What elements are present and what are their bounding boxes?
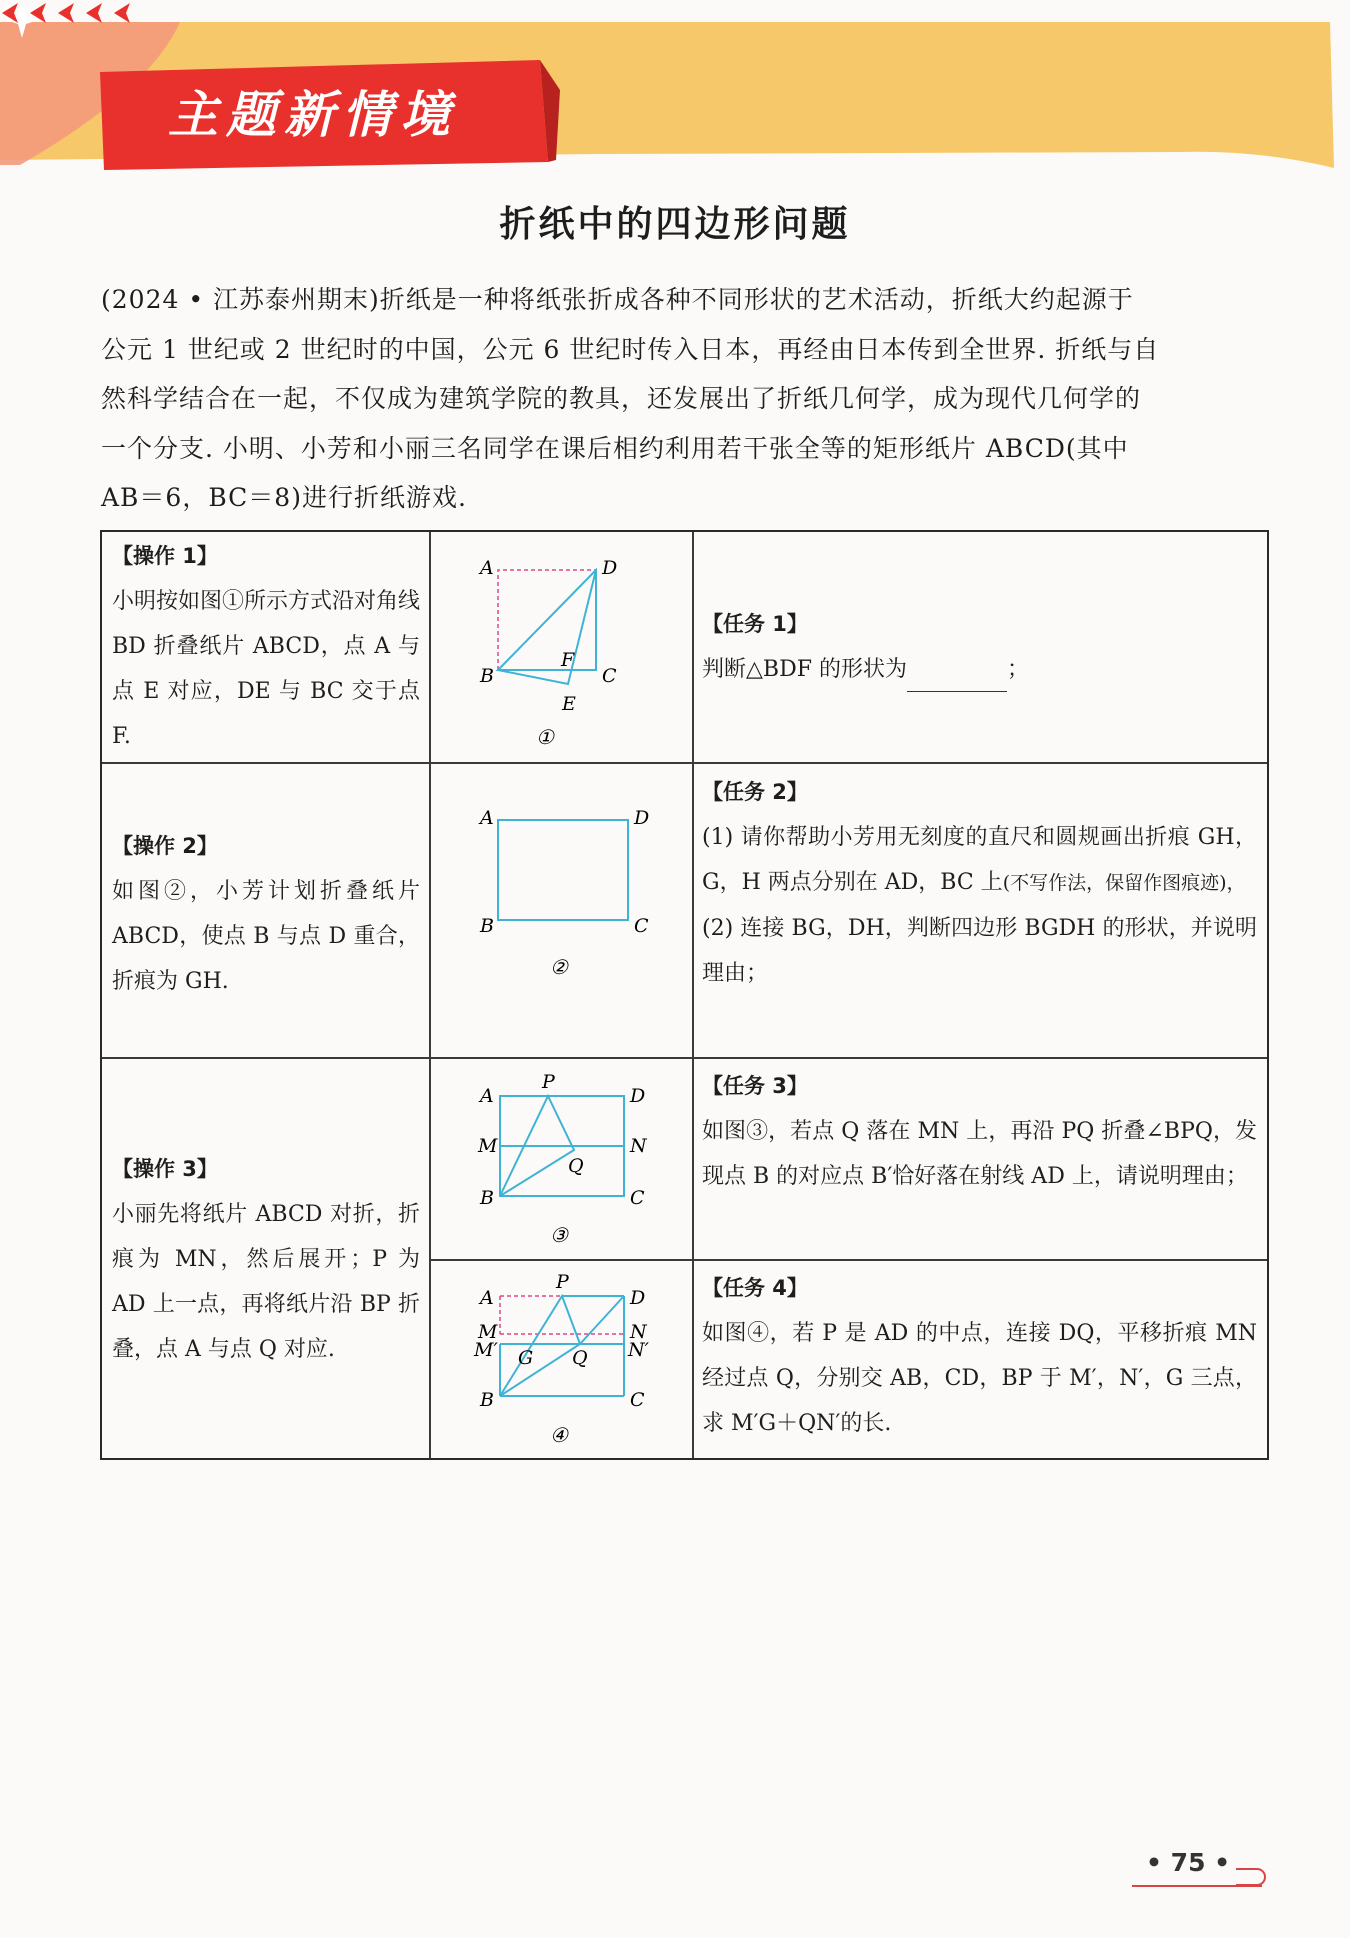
row-divider: [429, 1259, 1267, 1261]
label-F: F: [561, 649, 575, 671]
label-C: C: [602, 665, 617, 687]
label-Q: Q: [568, 1155, 584, 1177]
task-1-text: [702, 647, 1257, 692]
header-banner: [0, 0, 1350, 200]
banner-title: 主题新情境: [168, 86, 458, 144]
row-divider: [102, 1057, 1267, 1059]
task-2-cell: [702, 770, 1257, 996]
label-A: A: [480, 557, 494, 579]
task-3-text: 如图③，若点 Q 落在 MN 上，再沿 PQ 折叠∠BPQ，发现点 B 的对应点 B′恰好落在射线 AD 上，请说明理由；: [702, 1119, 1257, 1189]
label-B: B: [480, 915, 494, 937]
figure-1: [438, 542, 684, 754]
label-A: A: [480, 807, 494, 829]
label-N: N: [630, 1135, 647, 1157]
figure-2: [438, 790, 684, 990]
task-1-heading: 【任务 1】: [702, 612, 808, 636]
task-3-cell: [702, 1064, 1257, 1199]
task-3-heading: 【任务 3】: [702, 1074, 808, 1098]
label-G: G: [518, 1347, 534, 1369]
task-1-cell: [702, 602, 1257, 692]
label-B: B: [480, 1187, 494, 1209]
label-D: D: [634, 807, 650, 829]
label-E: E: [562, 693, 576, 715]
figure-number: ③: [550, 1223, 568, 1247]
operation-1-text: 小明按如图①所示方式沿对角线 BD 折叠纸片 ABCD，点 A 与点 E 对应，DE 与 BC 交于点 F.: [112, 589, 421, 749]
label-A: A: [480, 1287, 494, 1309]
arrow-decoration-icon: [0, 0, 150, 26]
task-4-cell: [702, 1266, 1257, 1446]
label-D: D: [630, 1287, 646, 1309]
figure-number: ④: [550, 1423, 568, 1447]
figure-number: ①: [536, 725, 554, 749]
label-M: M: [478, 1135, 498, 1157]
operation-2-text: 如图②，小芳计划折叠纸片 ABCD，使点 B 与点 D 重合，折痕为 GH.: [112, 879, 420, 994]
column-divider: [429, 532, 431, 1458]
column-divider: [692, 532, 694, 1458]
label-D: D: [630, 1085, 646, 1107]
task-2-part-1-text: (1) 请你帮助小芳用无刻度的直尺和圆规画出折痕 GH，G，H 两点分别在 AD，BC 上: [702, 825, 1257, 895]
task-2-heading: 【任务 2】: [702, 780, 808, 804]
operation-1-cell: [112, 534, 420, 759]
page-title: 折纸中的四边形问题: [499, 203, 851, 245]
operation-2-heading: 【操作 2】: [112, 834, 218, 858]
label-N: N: [630, 1321, 647, 1343]
intro-line: AB＝6，BC＝8)进行折纸游戏.: [101, 483, 467, 512]
task-1-question: 判断△BDF 的形状为: [702, 657, 907, 682]
row-divider: [102, 762, 1267, 764]
operation-3-text: 小丽先将纸片 ABCD 对折，折痕为 MN，然后展开；P 为 AD 上一点，再将纸片沿 BP 折叠，点 A 与点 Q 对应.: [112, 1202, 420, 1362]
operation-3-cell: [112, 1147, 420, 1372]
label-A: A: [480, 1085, 494, 1107]
task-1-tail: ；: [1006, 657, 1029, 682]
label-M: M: [478, 1321, 498, 1343]
task-4-heading: 【任务 4】: [702, 1276, 808, 1300]
intro-line: 公元 1 世纪或 2 世纪时的中国，公元 6 世纪时传入日本，再经由日本传到全世界. 折纸与自: [101, 334, 1160, 364]
page-number-hook: [1236, 1868, 1266, 1886]
figure-number: ②: [550, 955, 568, 979]
intro-paragraph: [101, 275, 1269, 523]
page-number: • 75 •: [1146, 1848, 1231, 1877]
intro-line: (2024 • 江苏泰州期末)折纸是一种将纸张折成各种不同形状的艺术活动，折纸大约起源于: [101, 285, 1134, 314]
label-Q: Q: [572, 1347, 588, 1369]
label-N-prime: N′: [628, 1339, 649, 1361]
label-P: P: [556, 1271, 569, 1293]
label-M-prime: M′: [474, 1339, 498, 1361]
intro-line: 然科学结合在一起，不仅成为建筑学院的教具，还发展出了折纸几何学，成为现代几何学的: [101, 384, 1142, 413]
figure-4: [438, 1264, 684, 1456]
operation-2-cell: [112, 824, 420, 1004]
operation-1-heading: 【操作 1】: [112, 544, 218, 568]
figure-3: [438, 1062, 684, 1257]
answer-blank[interactable]: [907, 666, 1007, 692]
task-2-part-1: [702, 815, 1257, 906]
task-2-part-2: (2) 连接 BG，DH，判断四边形 BGDH 的形状，并说明理由；: [702, 916, 1257, 986]
label-P: P: [542, 1071, 555, 1093]
label-C: C: [630, 1187, 645, 1209]
problem-table: [100, 530, 1269, 1460]
label-B: B: [480, 665, 494, 687]
operation-3-heading: 【操作 3】: [112, 1157, 218, 1181]
label-D: D: [602, 557, 618, 579]
task-2-part-1-note: (不写作法，保留作图痕迹)，: [1002, 872, 1246, 894]
intro-line: 一个分支. 小明、小芳和小丽三名同学在课后相约利用若干张全等的矩形纸片 ABCD(其中: [101, 433, 1129, 463]
task-4-text: 如图④，若 P 是 AD 的中点，连接 DQ，平移折痕 MN 经过点 Q，分别交 AB，CD，BP 于 M′，N′，G 三点，求 M′G＋QN′的长.: [702, 1321, 1257, 1436]
label-B: B: [480, 1389, 494, 1411]
label-C: C: [630, 1389, 645, 1411]
label-C: C: [634, 915, 649, 937]
